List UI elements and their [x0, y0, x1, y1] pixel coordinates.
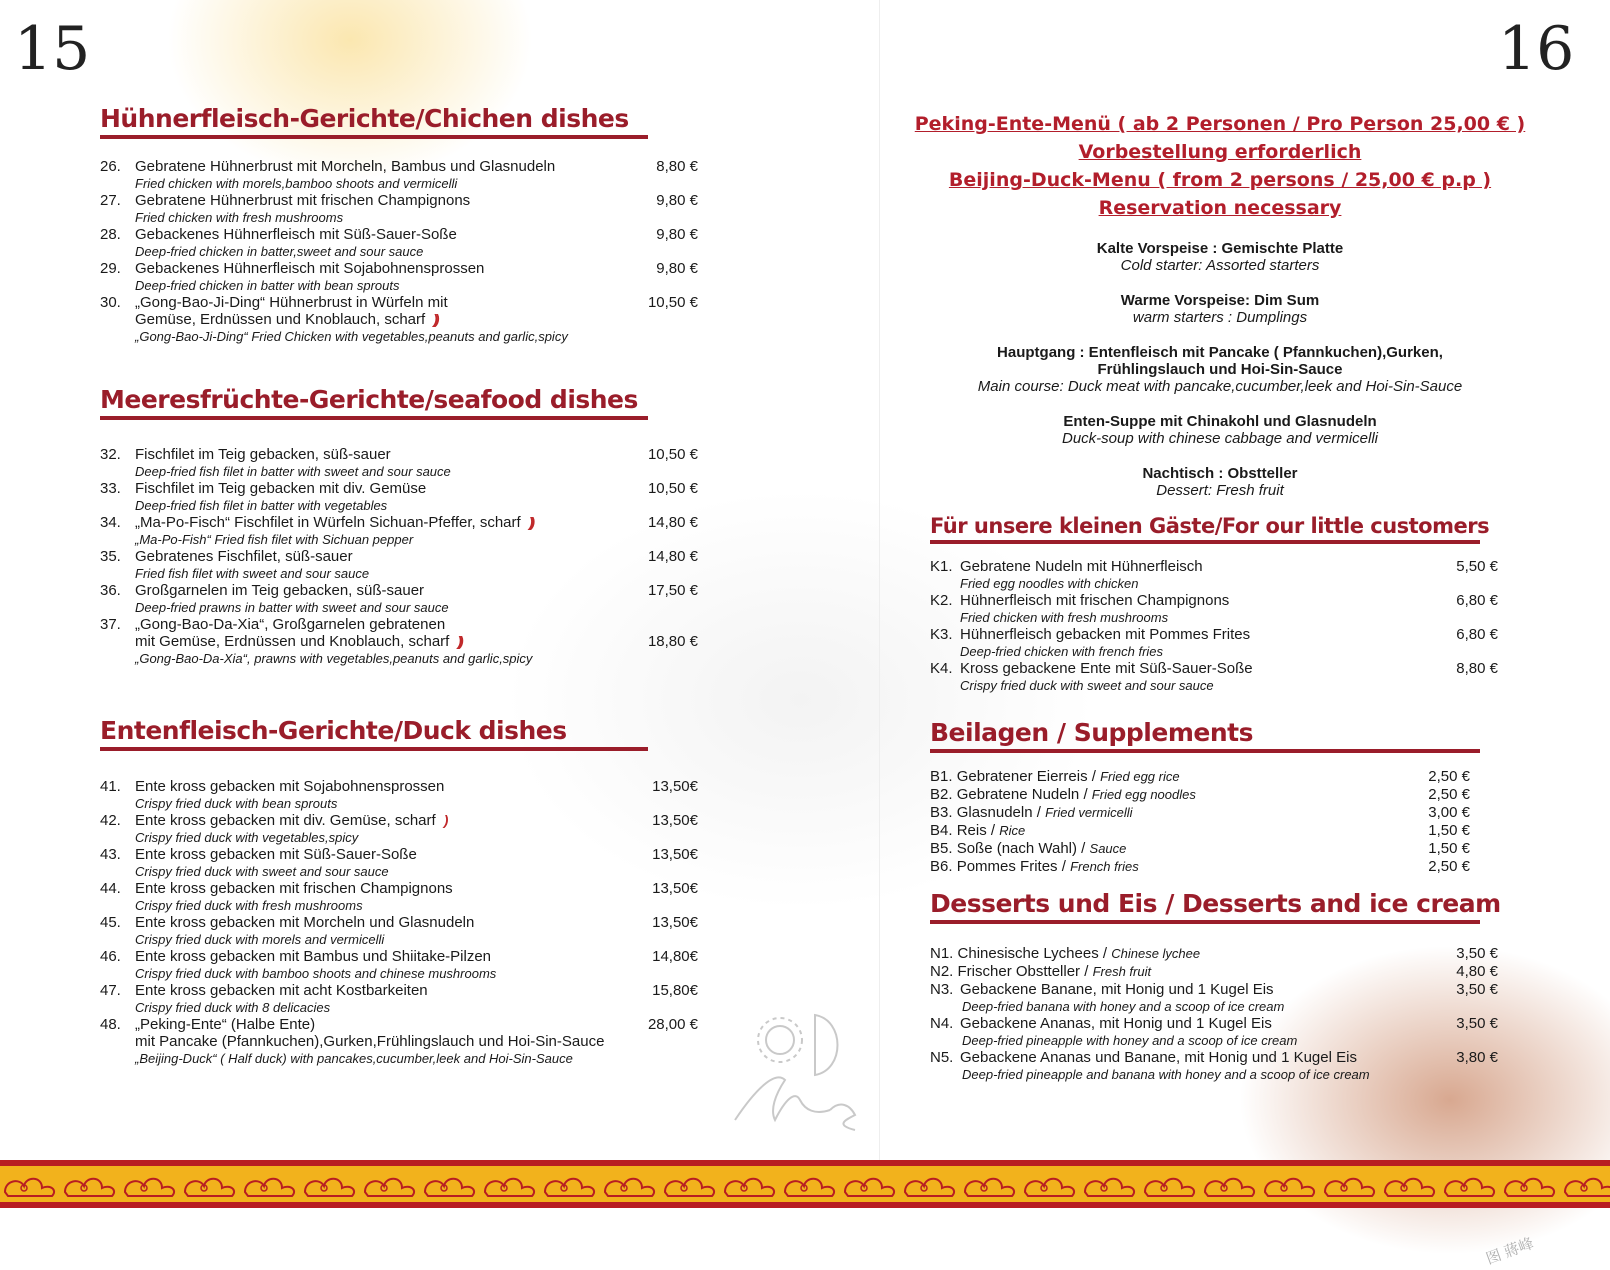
item-number: 32.: [100, 446, 121, 463]
item-number: K4.: [930, 660, 953, 677]
cloud-pattern: [0, 1166, 1610, 1202]
dessert-item: [930, 963, 1498, 981]
item-price: 6,80 €: [1456, 626, 1498, 643]
menu-item: [930, 592, 1498, 626]
supplement-item: [930, 786, 1500, 804]
item-number: 47.: [100, 982, 121, 999]
peking-line-3: Beijing-Duck-Menu ( from 2 persons / 25,00 € p.p ): [948, 169, 1492, 191]
menu-item: [100, 948, 698, 982]
menu-item: [100, 582, 698, 616]
item-name-en: Deep-fried pineapple with honey and a scoop of ice cream: [962, 1033, 1298, 1048]
separator: /: [1079, 786, 1092, 803]
item-number: 30.: [100, 294, 121, 311]
item-name-en: Deep-fried prawns in batter with sweet and sour sauce: [135, 600, 449, 615]
item-price: 14,80 €: [647, 548, 698, 565]
item-number: K2.: [930, 592, 953, 609]
item-name-en: „Beijing-Duck“ ( Half duck) with pancakes,cucumber,leek and Hoi-Sin-Sauce: [135, 1051, 573, 1066]
peking-duck-menu: [900, 110, 1540, 499]
item-number: 35.: [100, 548, 121, 565]
item-price: 17,50 €: [647, 582, 698, 599]
decorative-cloud-border: [0, 1160, 1610, 1208]
course-name-de: Hauptgang : Entenfleisch mit Pancake ( Pfannkuchen),Gurken,: [997, 344, 1443, 361]
item-name-de: Ente kross gebacken mit Sojabohnensprossen: [135, 778, 445, 795]
item-name-en: Crispy fried duck with bean sprouts: [135, 796, 338, 811]
item-number: 48.: [100, 1016, 121, 1033]
item-name-en: Deep-fried chicken in batter,sweet and sour sauce: [135, 244, 424, 259]
item-name-en: „Gong-Bao-Ji-Ding“ Fried Chicken with vegetables,peanuts and garlic,spicy: [135, 329, 568, 344]
item-name-en: Fried egg noodles: [1091, 787, 1196, 802]
menu-item: [100, 294, 698, 345]
item-price: 1,50 €: [1428, 840, 1470, 857]
peking-line-4: Reservation necessary: [1098, 197, 1342, 219]
item-number: 28.: [100, 226, 121, 243]
supplement-label: [930, 822, 1025, 839]
supplement-label: [930, 786, 1196, 803]
supplement-label: [930, 768, 1180, 785]
item-number: 34.: [100, 514, 121, 531]
item-name-de-line2: mit Pancake (Pfannkuchen),Gurken,Frühlingslauch und Hoi-Sin-Sauce: [135, 1033, 605, 1050]
item-name-en: Fried chicken with fresh mushrooms: [960, 610, 1169, 625]
item-name-de: Frischer Obstteller: [957, 963, 1081, 980]
item-number: N3.: [930, 981, 954, 998]
supplement-item: [930, 822, 1500, 840]
item-number: 27.: [100, 192, 121, 209]
item-number: 26.: [100, 158, 121, 175]
item-number: N2.: [930, 963, 954, 980]
dessert-item: [930, 1015, 1498, 1049]
item-price: 3,50 €: [1456, 981, 1498, 998]
heading-duck: Entenfleisch-Gerichte/Duck dishes: [100, 716, 648, 751]
item-number: N4.: [930, 1015, 954, 1032]
duck-dishes-list: [100, 778, 698, 1067]
item-price: 13,50€: [652, 914, 698, 931]
menu-item: [100, 192, 698, 226]
supplements-list: [930, 768, 1500, 876]
item-number: N1.: [930, 945, 954, 962]
menu-item: [100, 880, 698, 914]
peking-course: [900, 413, 1540, 447]
menu-item: [100, 812, 698, 846]
item-name-de: Gebratene Nudeln mit Hühnerfleisch: [960, 558, 1203, 575]
peking-line-2: Vorbestellung erforderlich: [1078, 141, 1362, 163]
item-name-de: Gebackene Ananas, mit Honig und 1 Kugel Eis: [960, 1015, 1272, 1032]
menu-item: [100, 446, 698, 480]
item-price: 2,50 €: [1428, 786, 1470, 803]
supplement-label: [930, 840, 1126, 857]
chili-icon: ): [443, 812, 446, 828]
item-price: 15,80€: [652, 982, 698, 999]
item-number: B1.: [930, 768, 953, 785]
course-name-de: Warme Vorspeise: Dim Sum: [1120, 292, 1320, 309]
item-price: 9,80 €: [656, 192, 698, 209]
item-number: K3.: [930, 626, 953, 643]
menu-item: [100, 260, 698, 294]
item-price: 3,00 €: [1428, 804, 1470, 821]
item-name-en: Deep-fried fish filet in batter with sweet and sour sauce: [135, 464, 451, 479]
separator: /: [986, 822, 1000, 839]
item-price: 4,80 €: [1456, 963, 1498, 980]
item-name-en: „Ma-Po-Fish“ Fried fish filet with Sichuan pepper: [135, 532, 414, 547]
item-name-en: Deep-fried chicken in batter with bean sprouts: [135, 278, 400, 293]
item-name-de: „Ma-Po-Fisch“ Fischfilet in Würfeln Sichuan-Pfeffer, scharf )): [135, 514, 533, 531]
menu-item: [100, 548, 698, 582]
page-fold: [879, 0, 880, 1160]
item-price: 13,50€: [652, 880, 698, 897]
item-name-en: Crispy fried duck with bamboo shoots and chinese mushrooms: [135, 966, 497, 981]
menu-item: [100, 226, 698, 260]
item-name-de: Glasnudeln: [956, 804, 1033, 821]
item-name-de: Gebackene Ananas und Banane, mit Honig und 1 Kugel Eis: [960, 1049, 1357, 1066]
item-price: 6,80 €: [1456, 592, 1498, 609]
item-name-en: French fries: [1070, 859, 1139, 874]
seafood-dishes-list: [100, 446, 698, 667]
menu-item: [100, 514, 698, 548]
dessert-item: [930, 945, 1498, 963]
item-price: 18,80 €: [647, 633, 698, 650]
menu-item: [100, 158, 698, 192]
peking-line-1: Peking-Ente-Menü ( ab 2 Personen / Pro Person 25,00 € ): [914, 113, 1526, 135]
item-name-en: Crispy fried duck with sweet and sour sauce: [135, 864, 389, 879]
item-name-de: Ente kross gebacken mit Süß-Sauer-Soße: [135, 846, 417, 863]
item-name-en: Chinese lychee: [1111, 946, 1201, 961]
item-number: B3.: [930, 804, 953, 821]
item-name-en: Deep-fried fish filet in batter with vegetables: [135, 498, 388, 513]
ming-logo-graphic: [715, 1000, 885, 1140]
menu-item: [100, 480, 698, 514]
item-name-de: Ente kross gebacken mit acht Kostbarkeiten: [135, 982, 428, 999]
dessert-item: [930, 1049, 1498, 1083]
supplement-item: [930, 858, 1500, 876]
separator: /: [1057, 858, 1071, 875]
item-name-de: Kross gebackene Ente mit Süß-Sauer-Soße: [960, 660, 1253, 677]
peking-course: [900, 240, 1540, 274]
item-name-de: Ente kross gebacken mit Bambus und Shiitake-Pilzen: [135, 948, 492, 965]
item-name-de: Ente kross gebacken mit frischen Champignons: [135, 880, 453, 897]
course-name-en: Main course: Duck meat with pancake,cucumber,leek and Hoi-Sin-Sauce: [977, 378, 1463, 395]
item-name-de: Soße (nach Wahl): [956, 840, 1078, 857]
item-price: 10,50 €: [647, 446, 698, 463]
course-name-en: warm starters : Dumplings: [1132, 309, 1308, 326]
item-name-de: Chinesische Lychees: [957, 945, 1099, 962]
item-price: 13,50€: [652, 846, 698, 863]
item-price: 3,80 €: [1456, 1049, 1498, 1066]
item-name-de: Hühnerfleisch mit frischen Champignons: [960, 592, 1230, 609]
item-price: 5,50 €: [1456, 558, 1498, 575]
separator: /: [1077, 840, 1090, 857]
menu-item: [100, 616, 698, 667]
page-number-right: 16: [1498, 14, 1575, 84]
chili-icon: )): [457, 633, 461, 649]
menu-item: [100, 914, 698, 948]
item-name-en: Crispy fried duck with morels and vermicelli: [135, 932, 385, 947]
item-name-en: Rice: [999, 823, 1026, 838]
separator: /: [1087, 768, 1101, 785]
supplement-item: [930, 804, 1500, 822]
item-name-de: Gebratene Nudeln: [956, 786, 1080, 803]
menu-item: [930, 660, 1498, 694]
course-name-de: Kalte Vorspeise : Gemischte Platte: [1096, 240, 1344, 257]
supplement-item: [930, 768, 1500, 786]
item-name-en: Fried egg rice: [1100, 769, 1180, 784]
chili-icon: )): [528, 514, 533, 530]
item-name-en: Deep-fried banana with honey and a scoop of ice cream: [962, 999, 1285, 1014]
item-number: K1.: [930, 558, 953, 575]
chicken-dishes-list: [100, 158, 698, 345]
item-price: 28,00 €: [647, 1016, 698, 1033]
item-number: B6.: [930, 858, 953, 875]
course-name-de: Nachtisch : Obstteller: [1142, 465, 1298, 482]
item-number: B5.: [930, 840, 953, 857]
item-name-de: Großgarnelen im Teig gebacken, süß-sauer: [135, 582, 425, 599]
item-number: 45.: [100, 914, 121, 931]
item-number: B2.: [930, 786, 953, 803]
item-name-de: Fischfilet im Teig gebacken mit div. Gemüse: [135, 480, 427, 497]
course-name-de: Enten-Suppe mit Chinakohl und Glasnudeln: [1063, 413, 1377, 430]
item-name-de: Gebackenes Hühnerfleisch mit Süß-Sauer-Soße: [135, 226, 457, 243]
separator: /: [1032, 804, 1046, 821]
item-price: 2,50 €: [1428, 858, 1470, 875]
item-name-de: Gebackene Banane, mit Honig und 1 Kugel Eis: [960, 981, 1274, 998]
item-price: 9,80 €: [656, 226, 698, 243]
peking-courses: [900, 240, 1540, 499]
kids-list: [930, 558, 1498, 694]
course-name-en: Duck-soup with chinese cabbage and vermicelli: [1062, 430, 1378, 447]
menu-item: [930, 558, 1498, 592]
item-number: B4.: [930, 822, 953, 839]
peking-course: [900, 465, 1540, 499]
menu-item: [100, 1016, 698, 1067]
item-price: 10,50 €: [647, 480, 698, 497]
menu-item: [100, 778, 698, 812]
item-number: 43.: [100, 846, 121, 863]
peking-course: [900, 292, 1540, 326]
item-name-en: Crispy fried duck with sweet and sour sauce: [960, 678, 1214, 693]
item-name-de: Pommes Frites: [956, 858, 1058, 875]
supplement-label: [930, 858, 1139, 875]
item-name-en: „Gong-Bao-Da-Xia“, prawns with vegetables,peanuts and garlic,spicy: [135, 651, 533, 666]
item-name-de: Gebratene Hühnerbrust mit frischen Champignons: [135, 192, 471, 209]
item-name-de: Fischfilet im Teig gebacken, süß-sauer: [135, 446, 391, 463]
peking-course: [900, 344, 1540, 395]
item-name-en: Fried chicken with fresh mushrooms: [135, 210, 344, 225]
heading-supplements: Beilagen / Supplements: [930, 718, 1480, 753]
separator: /: [1098, 945, 1112, 962]
menu-item: [100, 846, 698, 880]
item-name-de: „Gong-Bao-Ji-Ding“ Hühnerbrust in Würfeln mit: [135, 294, 448, 311]
item-name-en: Fried fish filet with sweet and sour sauce: [135, 566, 370, 581]
page-number-left: 15: [14, 14, 91, 84]
item-number: 36.: [100, 582, 121, 599]
item-name-en: Deep-fried chicken with french fries: [960, 644, 1164, 659]
item-name-de: Ente kross gebacken mit div. Gemüse, scharf ): [135, 812, 446, 829]
separator: /: [1080, 963, 1093, 980]
ming-logo: [715, 1000, 885, 1140]
item-number: 29.: [100, 260, 121, 277]
item-price: 14,80 €: [647, 514, 698, 531]
supplement-item: [930, 840, 1500, 858]
item-name-en: Fresh fruit: [1092, 964, 1152, 979]
menu-item: [930, 626, 1498, 660]
supplement-label: [930, 804, 1133, 821]
item-price: 10,50 €: [647, 294, 698, 311]
item-name-en: Fried egg noodles with chicken: [960, 576, 1139, 591]
item-name-en: Crispy fried duck with fresh mushrooms: [135, 898, 363, 913]
item-number: N5.: [930, 1049, 954, 1066]
chili-icon: )): [433, 311, 437, 327]
item-name-de: Reis: [956, 822, 987, 839]
item-name-de: Gebratenes Fischfilet, süß-sauer: [135, 548, 353, 565]
item-price: 13,50€: [652, 778, 698, 795]
menu-item: [100, 982, 698, 1016]
dessert-item: [930, 981, 1498, 1015]
watermark: 图 蔣峰: [1483, 1235, 1536, 1268]
item-number: 33.: [100, 480, 121, 497]
item-number: 44.: [100, 880, 121, 897]
item-number: 46.: [100, 948, 121, 965]
item-price: 13,50€: [652, 812, 698, 829]
item-name-de: Ente kross gebacken mit Morcheln und Glasnudeln: [135, 914, 475, 931]
item-price: 9,80 €: [656, 260, 698, 277]
dessert-label: [930, 963, 1151, 980]
item-name-de: Gebackenes Hühnerfleisch mit Sojabohnensprossen: [135, 260, 485, 277]
heading-chicken: Hühnerfleisch-Gerichte/Chichen dishes: [100, 104, 648, 139]
item-price: 8,80 €: [1456, 660, 1498, 677]
item-price: 14,80€: [652, 948, 698, 965]
item-price: 3,50 €: [1456, 945, 1498, 962]
item-name-en: Sauce: [1089, 841, 1127, 856]
item-name-en: Crispy fried duck with 8 delicacies: [135, 1000, 331, 1015]
item-name-de: „Gong-Bao-Da-Xia“, Großgarnelen gebratenen: [135, 616, 446, 633]
course-name-en: Cold starter: Assorted starters: [1120, 257, 1320, 274]
item-number: 42.: [100, 812, 121, 829]
item-name-de-line2: mit Gemüse, Erdnüssen und Knoblauch, scharf )): [135, 633, 461, 650]
item-name-de: Gebratener Eierreis: [956, 768, 1088, 785]
heading-seafood: Meeresfrüchte-Gerichte/seafood dishes: [100, 385, 648, 420]
course-name-en: Dessert: Fresh fruit: [1156, 482, 1284, 499]
item-number: 41.: [100, 778, 121, 795]
item-name-en: Deep-fried pineapple and banana with honey and a scoop of ice cream: [962, 1067, 1370, 1082]
dessert-label: [930, 945, 1200, 962]
item-name-en: Fried vermicelli: [1045, 805, 1133, 820]
item-price: 3,50 €: [1456, 1015, 1498, 1032]
item-name-de: „Peking-Ente“ (Halbe Ente): [135, 1016, 316, 1033]
desserts-list: [930, 945, 1498, 1083]
item-price: 2,50 €: [1428, 768, 1470, 785]
item-name-en: Fried chicken with morels,bamboo shoots and vermicelli: [135, 176, 458, 191]
item-name-en: Crispy fried duck with vegetables,spicy: [135, 830, 359, 845]
item-number: 37.: [100, 616, 121, 633]
item-name-de: Hühnerfleisch gebacken mit Pommes Frites: [960, 626, 1251, 643]
item-price: 1,50 €: [1428, 822, 1470, 839]
heading-desserts: Desserts und Eis / Desserts and ice cream: [930, 889, 1480, 924]
course-name-de-line2: Frühlingslauch und Hoi-Sin-Sauce: [1097, 361, 1343, 378]
item-price: 8,80 €: [656, 158, 698, 175]
item-name-de: Gebratene Hühnerbrust mit Morcheln, Bambus und Glasnudeln: [135, 158, 556, 175]
heading-kids: Für unsere kleinen Gäste/For our little customers: [930, 514, 1480, 544]
item-name-de-line2: Gemüse, Erdnüssen und Knoblauch, scharf )): [135, 311, 437, 328]
